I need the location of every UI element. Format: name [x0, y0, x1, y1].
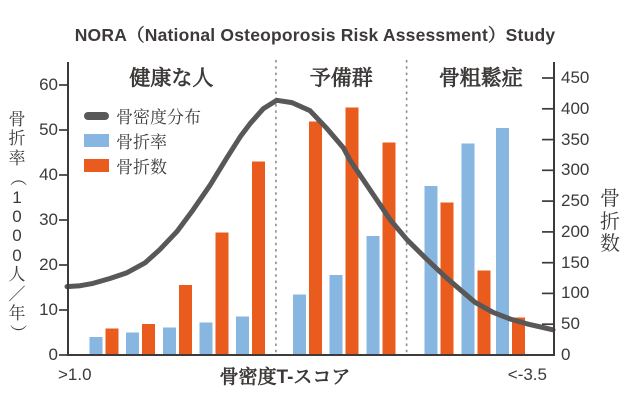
chart-title: NORA（National Osteoporosis Risk Assessment）Study: [74, 25, 556, 45]
fracture-count-bar: [346, 108, 359, 356]
fracture-count-bar: [252, 162, 265, 355]
fracture-rate-bar: [330, 275, 343, 355]
region-label: 予備群: [309, 67, 373, 90]
axis-title-char: 年: [8, 304, 26, 324]
axis-title-char: ）: [7, 324, 27, 342]
fracture-rate-bar: [293, 295, 306, 355]
legend-bar-swatch-icon: [84, 134, 109, 147]
right-tick-label: 450: [561, 68, 590, 87]
axis-title-char: 折: [600, 210, 620, 233]
axis-title-char: 骨: [600, 188, 620, 210]
fracture-count-bar: [215, 233, 228, 356]
axis-title-char: 骨: [8, 110, 26, 129]
axis-title-char: 率: [8, 148, 26, 168]
fracture-rate-bar: [199, 323, 212, 355]
fracture-count-bar: [179, 285, 192, 355]
axis-title-char: 1: [12, 187, 22, 207]
right-tick-label: 400: [561, 98, 590, 118]
region-label: 健康な人: [129, 67, 214, 90]
legend-label: 骨折率: [116, 133, 167, 152]
right-tick-label: 50: [561, 314, 580, 334]
fracture-rate-bar: [461, 144, 474, 356]
axis-title-char: 0: [12, 207, 22, 227]
x-axis-title: 骨密度T-スコア: [219, 367, 351, 388]
left-tick-label: 0: [48, 345, 58, 364]
legend-item: [84, 103, 201, 128]
left-tick-label: 50: [39, 120, 58, 139]
legend-line-swatch-icon: [84, 112, 109, 120]
right-tick-label: 200: [561, 221, 590, 241]
axis-title-char: 0: [12, 245, 22, 265]
fracture-count-bar: [309, 122, 322, 355]
fracture-rate-bar: [126, 333, 139, 356]
right-tick-label: 100: [561, 283, 590, 303]
legend-item: [84, 128, 201, 153]
right-tick-label: 250: [561, 191, 590, 211]
axis-title-char: 0: [12, 226, 22, 246]
right-tick-label: 150: [561, 252, 590, 272]
legend-label: 骨密度分布: [116, 108, 201, 127]
left-tick-label: 20: [39, 255, 58, 274]
fracture-count-bar: [382, 143, 395, 355]
fracture-rate-bar: [496, 128, 509, 355]
region-label: 骨粗鬆症: [438, 67, 523, 90]
right-tick-label: 300: [561, 160, 590, 180]
fracture-count-bar: [106, 329, 119, 356]
legend-label: 骨折数: [116, 158, 167, 177]
left-tick-label: 10: [39, 300, 58, 319]
axis-title-char: 人: [8, 265, 26, 285]
left-tick-label: 30: [39, 210, 58, 229]
axis-title-char: 数: [600, 233, 620, 255]
axis-title-char: 折: [8, 129, 26, 149]
right-tick-label: 350: [561, 129, 590, 149]
x-axis-first-label: >1.0: [58, 365, 92, 384]
fracture-rate-bar: [366, 236, 379, 355]
fracture-count-bar: [477, 271, 490, 355]
fracture-rate-bar: [163, 328, 176, 355]
right-tick-label: 0: [561, 345, 571, 364]
axis-title-char: （: [7, 169, 27, 187]
legend: [84, 103, 201, 178]
legend-bar-swatch-icon: [84, 159, 109, 172]
legend-item: [84, 153, 201, 178]
x-axis-last-label: <-3.5: [507, 365, 547, 384]
axis-title-char: ／: [8, 284, 26, 304]
left-tick-label: 60: [39, 75, 58, 94]
fracture-count-bar: [142, 324, 155, 355]
fracture-rate-bar: [236, 316, 249, 355]
left-tick-label: 40: [39, 165, 58, 184]
fracture-rate-bar: [90, 337, 103, 355]
